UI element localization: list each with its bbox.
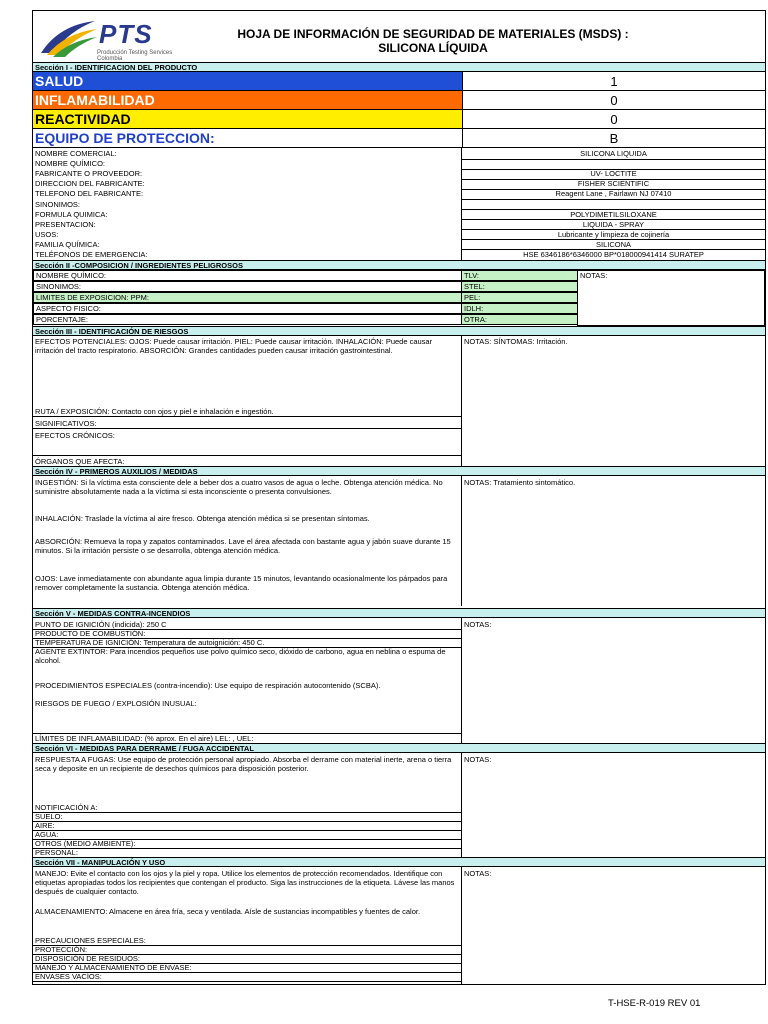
chronic-effects: EFECTOS CRÓNICOS: [35,431,115,440]
field-value: POLYDIMETILSILOXANE [570,209,657,219]
spill-line: SUELO: [35,812,63,821]
fire-risks: RIESGOS DE FUEGO / EXPLOSIÓN INUSUAL: [35,699,197,708]
flammability-limits: LÍMITES DE INFLAMABILIDAD: (% aprox. En el aire) LEL: , UEL: [35,734,254,743]
leak-response: RESPUESTA A FUGAS: Use equipo de protección personal apropiado. Absorba el derrame con material inerte, arena o tierra seca y deposite en un recipiente de desechos químicos para disposición posterior. [35,755,452,773]
field-label: TELEFONO DEL FABRICANTE: [35,189,144,199]
spill-line: AIRE: [35,821,55,830]
sec3-notes: NOTAS: SÍNTOMAS: Irritación. [464,337,568,346]
field-value: FISHER SCIENTIFIC [577,179,650,189]
hazard-label: SALUD [33,72,462,91]
spill-line: NOTIFICACIÓN A: [35,803,98,812]
field-label: USOS: [35,229,59,239]
company-logo [39,17,179,62]
field-value: LIQUIDA - SPRAY [582,219,645,229]
hazard-value: 1 [462,72,765,91]
absorption-aid: ABSORCIÓN: Remueva la ropa y zapatos contaminados. Lave el área afectada con bastante agua y jabón suave durante 15 minutos. Si la irritación persiste o se desarrolla, obtenga atención médica. [35,537,451,555]
significant-effects: SIGNIFICATIVOS: [35,419,97,428]
fire-line: AGENTE EXTINTOR: Para incendios pequeños use polvo químico seco, dióxido de carbono, agua en neblina o espuma de alcohol. [35,647,446,665]
section-5-title: Sección V - MEDIDAS CONTRA-INCENDIOS [33,608,765,618]
fire-line: TEMPERATURA DE IGNICIÓN: Temperatura de autoignición: 450 C. [35,638,265,647]
sec6-notes: NOTAS: [464,755,492,764]
logo-subtitle: Producción Testing Services Colombia [97,50,173,62]
field-label: PRESENTACION: [35,219,96,229]
exposure-route: RUTA / EXPOSICIÓN: Contacto con ojos y piel e inhalación e ingestión. [35,407,274,416]
special-procedures: PROCEDIMIENTOS ESPECIALES (contra-incendio): Use equipo de respiración autocontenido (SCBA). [35,681,381,690]
section-2-title: Sección II -COMPOSICION / INGREDIENTES PELIGROSOS [33,260,765,270]
ingestion-aid: INGESTIÓN: Si la víctima esta consciente dele a beber dos a cuatro vasos de agua o leche. Obtenga atención médica. No suministre absolutamente nada a la víctima si esta inconsciente o presenta convulsiones. [35,478,443,496]
row-line [33,981,461,982]
field-value: UV- LOCTITE [590,169,637,179]
section-4-title: Sección IV - PRIMEROS AUXILIOS / MEDIDAS [33,466,765,476]
field-value: Lubricante y limpieza de cojinería [557,229,670,239]
section-6-title: Sección VI - MEDIDAS PARA DERRAME / FUGA ACCIDENTAL [33,743,765,753]
column-divider [461,148,462,260]
hazard-value: 0 [462,91,765,110]
msds-sheet [32,10,766,985]
section-7-title: Sección VII - MANIPULACIÓN Y USO [33,857,765,867]
composition-label: ASPECTO FISICO: [33,303,462,314]
sec7-notes: NOTAS: [464,869,492,878]
hazard-label: EQUIPO DE PROTECCION: [33,129,462,148]
logo-text: PTS [99,19,153,49]
row-line [462,199,765,200]
field-value: Reagent Lane , Fairlawn NJ 07410 [555,189,672,199]
fire-line: PUNTO DE IGNICIÓN (indicida): 250 C [35,620,167,629]
spill-line: OTROS (MEDIO AMBIENTE): [35,839,136,848]
limit-label: PEL: [461,292,578,303]
fire-line: PRODUCTO DE COMBUSTIÓN: [35,629,146,638]
composition-label: LIMITES DE EXPOSICION: PPM: [33,292,462,303]
limit-label: STEL: [461,281,578,292]
sec5-notes: NOTAS: [464,620,492,629]
field-label: DIRECCION DEL FABRICANTE: [35,179,145,189]
field-label: FAMILIA QUÍMICA: [35,239,100,249]
row-line [462,159,765,160]
handling-line: PRECAUCIONES ESPECIALES: [35,936,146,945]
limit-label: IDLH: [461,303,578,314]
limit-label: OTRA: [461,314,578,325]
inhalation-aid: INHALACIÓN: Traslade la víctima al aire fresco. Obtenga atención médica si se presentan síntomas. [35,514,370,523]
eyes-aid: OJOS: Lave inmediatamente con abundante agua limpia durante 15 minutos, levantando ocasionalmente los párpados para remover completamente la sustancia. Obtenga atención médica. [35,574,448,592]
handling-line: ENVASES VACÍOS: [35,972,102,981]
handling-line: DISPOSICIÓN DE RESIDUOS: [35,954,141,963]
field-value: SILICONA LIQUIDA [580,149,647,158]
storage: ALMACENAMIENTO: Almacene en área fría, seca y ventilada. Aísle de sustancias incompatibles y fuentes de calor. [35,907,421,916]
limit-label: TLV: [461,270,578,281]
sec4-notes: NOTAS: Tratamiento sintomático. [464,478,576,487]
hazard-value: B [462,129,765,148]
title-line-2: SILICONA LÍQUIDA [378,41,488,55]
field-label: SINONIMOS: [35,199,81,209]
document-code: T-HSE-R-019 REV 01 [608,998,701,1009]
section-1-title: Sección I - IDENTIFICACION DEL PRODUCTO [33,62,765,72]
hazard-label: INFLAMABILIDAD [33,91,462,110]
spill-line: AGUA: [35,830,59,839]
composition-label: PORCENTAJE: [33,314,462,325]
logo-swoosh-icon [39,17,99,59]
field-value: HSE 6346186*6346000 BP*018000941414 SURATEP [523,250,704,259]
field-label: TELÉFONOS DE EMERGENCIA: [35,250,148,259]
affected-organs: ÓRGANOS QUE AFECTA: [35,457,125,466]
sec2-notes: NOTAS: [577,270,765,326]
hazard-label: REACTIVIDAD [33,110,462,129]
spill-line: PERSONAL: [35,848,78,857]
document-title [193,27,673,55]
handling-line: MANEJO Y ALMACENAMIENTO DE ENVASE: [35,963,192,972]
header [33,11,765,63]
composition-label: SINONIMOS: [33,281,462,292]
field-label: NOMBRE QUÍMICO: [35,159,106,169]
handling: MANEJO: Evite el contacto con los ojos y la piel y ropa. Utilice los elementos de protección recomendados. Identifique con etiquetas apropiadas todos los recipientes que contengan el producto. Siga las instrucciones de la etiqueta. Lávese las manos después de cualquier contacto. [35,869,455,896]
title-line-1: HOJA DE INFORMACIÓN DE SEGURIDAD DE MATERIALES (MSDS) : [237,27,629,41]
field-value: SILICONA [595,239,631,249]
potential-effects: EFECTOS POTENCIALES: OJOS: Puede causar irritación. PIEL: Puede causar irritación. INHALACIÓN: Puede causar irritación del tracto respiratorio. ABSORCIÓN: Grandes cantidades pueden causar irritación gastrointestinal. [35,337,433,355]
composition-label: NOMBRE QUÍMICO: [33,270,462,281]
hazard-value: 0 [462,110,765,129]
field-label: FABRICANTE O PROVEEDOR: [35,169,143,179]
field-label: FORMULA QUIMICA: [35,209,108,219]
section-3-title: Sección III - IDENTIFICACIÓN DE RIESGOS [33,326,765,336]
field-label: NOMBRE COMERCIAL: [35,149,117,158]
handling-line: PROTECCIÓN: [35,945,88,954]
